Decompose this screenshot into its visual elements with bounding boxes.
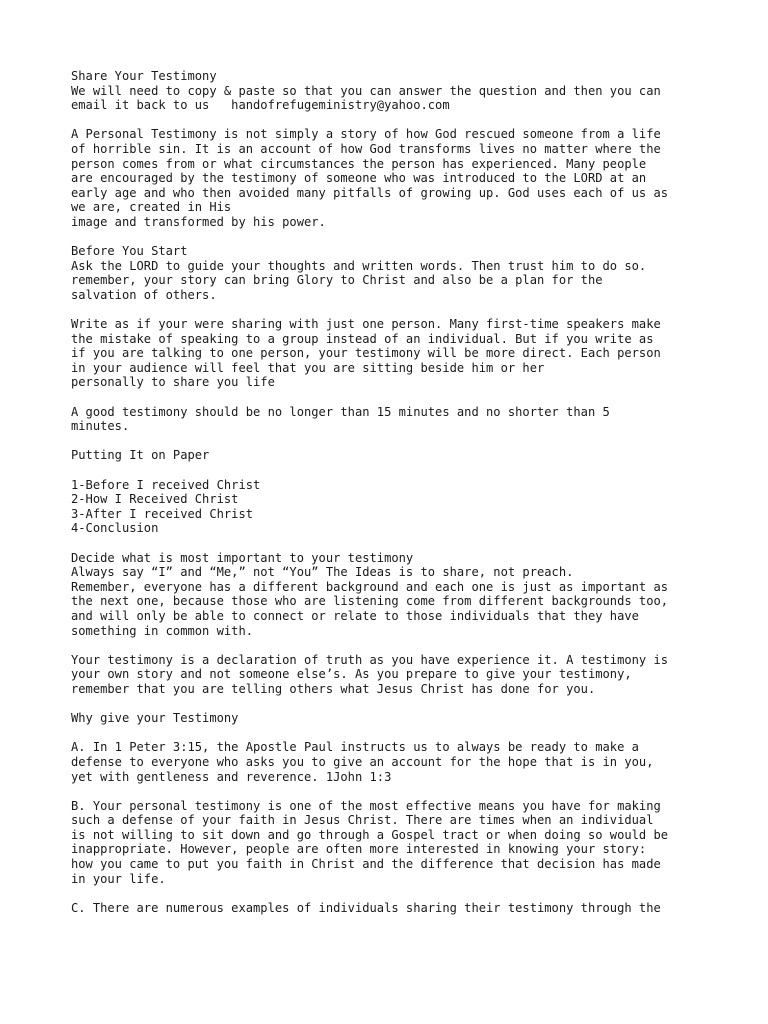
text-line: Share Your Testimony xyxy=(71,69,217,83)
declaration-of-truth-paragraph xyxy=(71,653,731,697)
text-line: B. Your personal testimony is one of the most effective means you have for making xyxy=(71,798,661,813)
text-line: A good testimony should be no longer than 15 minutes and no shorter than 5 xyxy=(71,404,610,419)
text-line: early age and who then avoided many pitfalls of growing up. God uses each of us as xyxy=(71,185,669,200)
text-line: Remember, everyone has a different background and each one is just as important as xyxy=(71,579,669,594)
text-line: Ask the LORD to guide your thoughts and written words. Then trust him to do so. xyxy=(71,258,647,273)
write-as-one-person-paragraph xyxy=(71,317,731,390)
text-line: 3-After I received Christ xyxy=(71,506,254,521)
text-line: Before You Start xyxy=(71,244,188,259)
text-line: of horrible sin. It is an account of how God transforms lives no matter where the xyxy=(71,141,661,156)
text-line: We will need to copy & paste so that you can answer the question and then you can xyxy=(71,83,661,98)
testimony-length-paragraph xyxy=(71,405,731,434)
text-line: in your life. xyxy=(71,871,166,886)
text-line: such a defense of your faith in Jesus Christ. There are times when an individual xyxy=(71,813,654,828)
paragraph-gap xyxy=(71,638,731,653)
outline-list xyxy=(71,478,731,536)
text-line: we are, created in His xyxy=(71,200,232,215)
paragraph-gap xyxy=(71,390,731,405)
text-line: 1-Before I received Christ xyxy=(71,477,261,492)
why-give-testimony-heading xyxy=(71,711,731,726)
text-line: if you are talking to one person, your testimony will be more direct. Each person xyxy=(71,346,661,361)
text-line: your own story and not someone else’s. As you prepare to give your testimony, xyxy=(71,667,632,682)
before-you-start-paragraph xyxy=(71,244,731,302)
text-line: Decide what is most important to your testimony xyxy=(71,550,414,565)
paragraph-gap xyxy=(71,784,731,799)
text-line: are encouraged by the testimony of someone who was introduced to the LORD at an xyxy=(71,171,647,186)
paragraph-gap xyxy=(71,697,731,712)
text-line: Why give your Testimony xyxy=(71,711,239,726)
text-line: is not willing to sit down and go through a Gospel tract or when doing so would be xyxy=(71,827,669,842)
intro-paragraph xyxy=(71,69,731,113)
paragraph-gap xyxy=(71,434,731,449)
personal-testimony-paragraph xyxy=(71,127,731,229)
text-line: Putting It on Paper xyxy=(71,448,210,463)
paragraph-gap xyxy=(71,726,731,741)
document-page xyxy=(71,69,731,915)
text-line: something in common with. xyxy=(71,623,254,638)
point-c-paragraph xyxy=(71,901,731,916)
text-line: the mistake of speaking to a group instead of an individual. But if you write as xyxy=(71,331,654,346)
text-line: Your testimony is a declaration of truth as you have experience it. A testimony is xyxy=(71,652,669,667)
putting-it-on-paper-heading xyxy=(71,448,731,463)
paragraph-gap xyxy=(71,303,731,318)
text-line: personally to share you life xyxy=(71,375,275,390)
text-line: remember, your story can bring Glory to Christ and also be a plan for the xyxy=(71,273,603,288)
text-line: Always say “I” and “Me,” not “You” The Ideas is to share, not preach. xyxy=(71,565,574,580)
text-line: Write as if your were sharing with just one person. Many first-time speakers make xyxy=(71,317,661,332)
text-line: the next one, because those who are listening come from different backgrounds too, xyxy=(71,594,669,609)
text-line: image and transformed by his power. xyxy=(71,214,326,229)
text-line: 2-How I Received Christ xyxy=(71,492,239,507)
text-line: minutes. xyxy=(71,419,130,434)
text-line: salvation of others. xyxy=(71,287,217,302)
paragraph-gap xyxy=(71,113,731,128)
text-line: how you came to put you faith in Christ and the difference that decision has made xyxy=(71,857,661,872)
text-line: C. There are numerous examples of individuals sharing their testimony through the xyxy=(71,900,661,915)
text-line: defense to everyone who asks you to give an account for the hope that is in you, xyxy=(71,754,654,769)
text-line: A Personal Testimony is not simply a story of how God rescued someone from a life xyxy=(71,127,661,142)
text-line: and will only be able to connect or relate to those individuals that they have xyxy=(71,608,639,623)
text-line: yet with gentleness and reverence. 1John 1:3 xyxy=(71,769,392,784)
decide-important-paragraph xyxy=(71,551,731,639)
text-line: A. In 1 Peter 3:15, the Apostle Paul instructs us to always be ready to make a xyxy=(71,740,639,755)
text-line: in your audience will feel that you are sitting beside him or her xyxy=(71,360,545,375)
text-line: email it back to us handofrefugeministry@yahoo.com xyxy=(71,98,450,113)
text-line: 4-Conclusion xyxy=(71,521,159,536)
point-b-paragraph xyxy=(71,799,731,887)
paragraph-gap xyxy=(71,886,731,901)
text-line: person comes from or what circumstances the person has experienced. Many people xyxy=(71,156,647,171)
text-line: remember that you are telling others what Jesus Christ has done for you. xyxy=(71,681,596,696)
paragraph-gap xyxy=(71,536,731,551)
point-a-paragraph xyxy=(71,740,731,784)
text-line: inappropriate. However, people are often more interested in knowing your story: xyxy=(71,842,647,857)
paragraph-gap xyxy=(71,463,731,478)
paragraph-gap xyxy=(71,230,731,245)
